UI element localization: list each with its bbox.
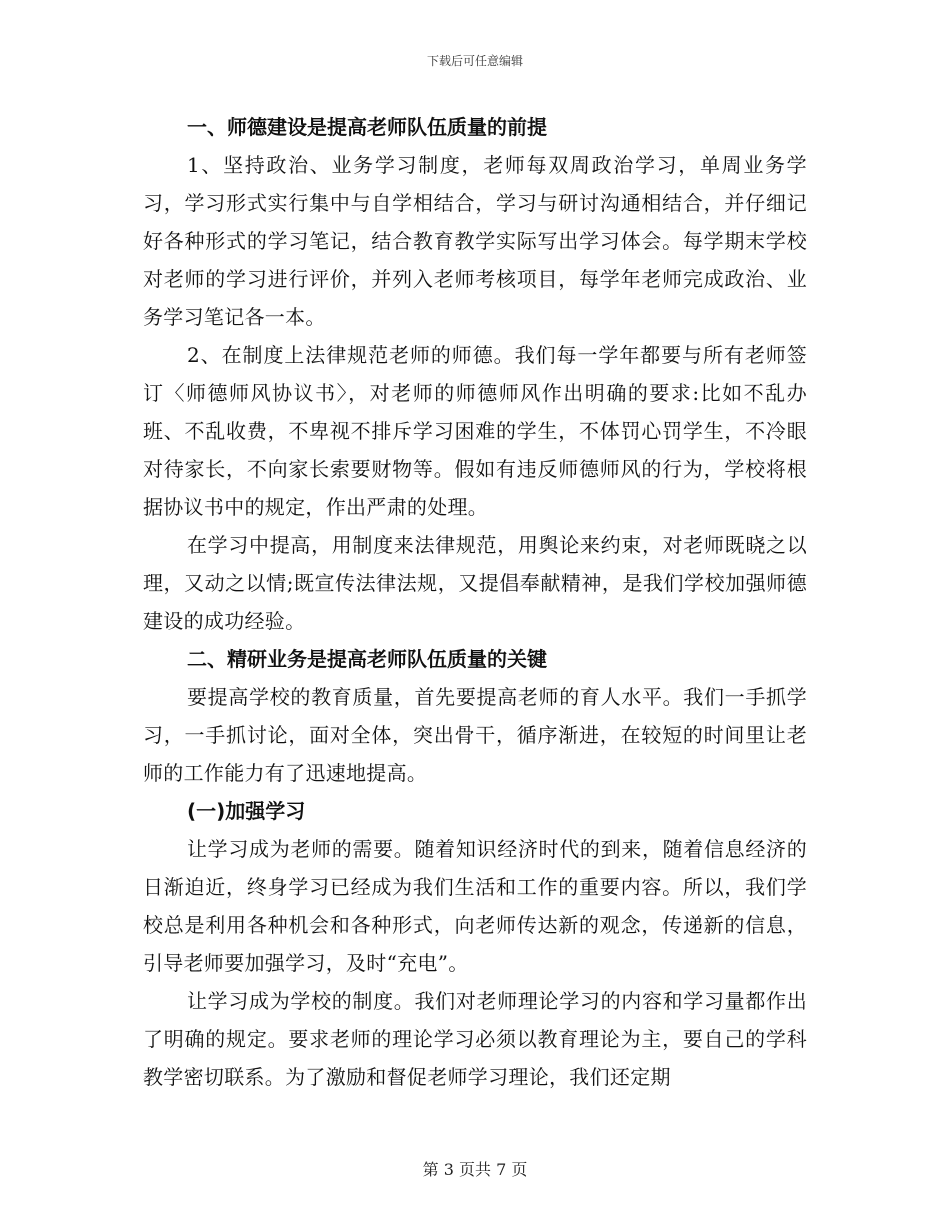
subsection-heading-1: (一)加强学习 (187, 799, 306, 823)
document-body (143, 108, 807, 1096)
paragraph: 要提高学校的教育质量，首先要提高老师的育人水平。我们一手抓学习，一手抓讨论，面对全体，突出骨干，循序渐进，在较短的时间里让老师的工作能力有了迅速地提高。 (143, 685, 807, 785)
paragraph: 1、坚持政治、业务学习制度，老师每双周政治学习，单周业务学习，学习形式实行集中与自学相结合，学习与研讨沟通相结合，并仔细记好各种形式的学习笔记，结合教育教学实际写出学习体会。每学期末学校对老师的学习进行评价，并列入老师考核项目，每学年老师完成政治、业务学习笔记各一本。 (143, 153, 807, 329)
paragraph: 让学习成为老师的需要。随着知识经济时代的到来，随着信息经济的日渐迫近，终身学习已经成为我们生活和工作的重要内容。所以，我们学校总是利用各种机会和各种形式，向老师传达新的观念，传递新的信息，引导老师要加强学习，及时“充电”。 (143, 837, 807, 975)
paragraph: 让学习成为学校的制度。我们对老师理论学习的内容和学习量都作出了明确的规定。要求老师的理论学习必须以教育理论为主，要自己的学科教学密切联系。为了激励和督促老师学习理论，我们还定期 (143, 989, 807, 1089)
section-heading-2: 二、精研业务是提高老师队伍质量的关键 (187, 647, 547, 671)
paragraph: 2、在制度上法律规范老师的师德。我们每一学年都要与所有老师签订〈师德师风协议书〉，对老师的师德师风作出明确的要求:比如不乱办班、不乱收费，不卑视不排斥学习困难的学生，不体罚心罚学生，不冷眼对待家长，不向家长索要财物等。假如有违反师德师风的行为，学校将根据协议书中的规定，作出严肃的处理。 (143, 343, 807, 519)
section-heading-1: 一、师德建设是提高老师队伍质量的前提 (187, 115, 547, 139)
page-number: 第 3 页共 7 页 (422, 1160, 528, 1179)
paragraph: 在学习中提高，用制度来法律规范，用舆论来约束，对老师既晓之以理，又动之以情;既宣传法律法规，又提倡奉献精神，是我们学校加强师德建设的成功经验。 (143, 533, 807, 633)
page-header-note: 下载后可任意编辑 (426, 54, 523, 68)
